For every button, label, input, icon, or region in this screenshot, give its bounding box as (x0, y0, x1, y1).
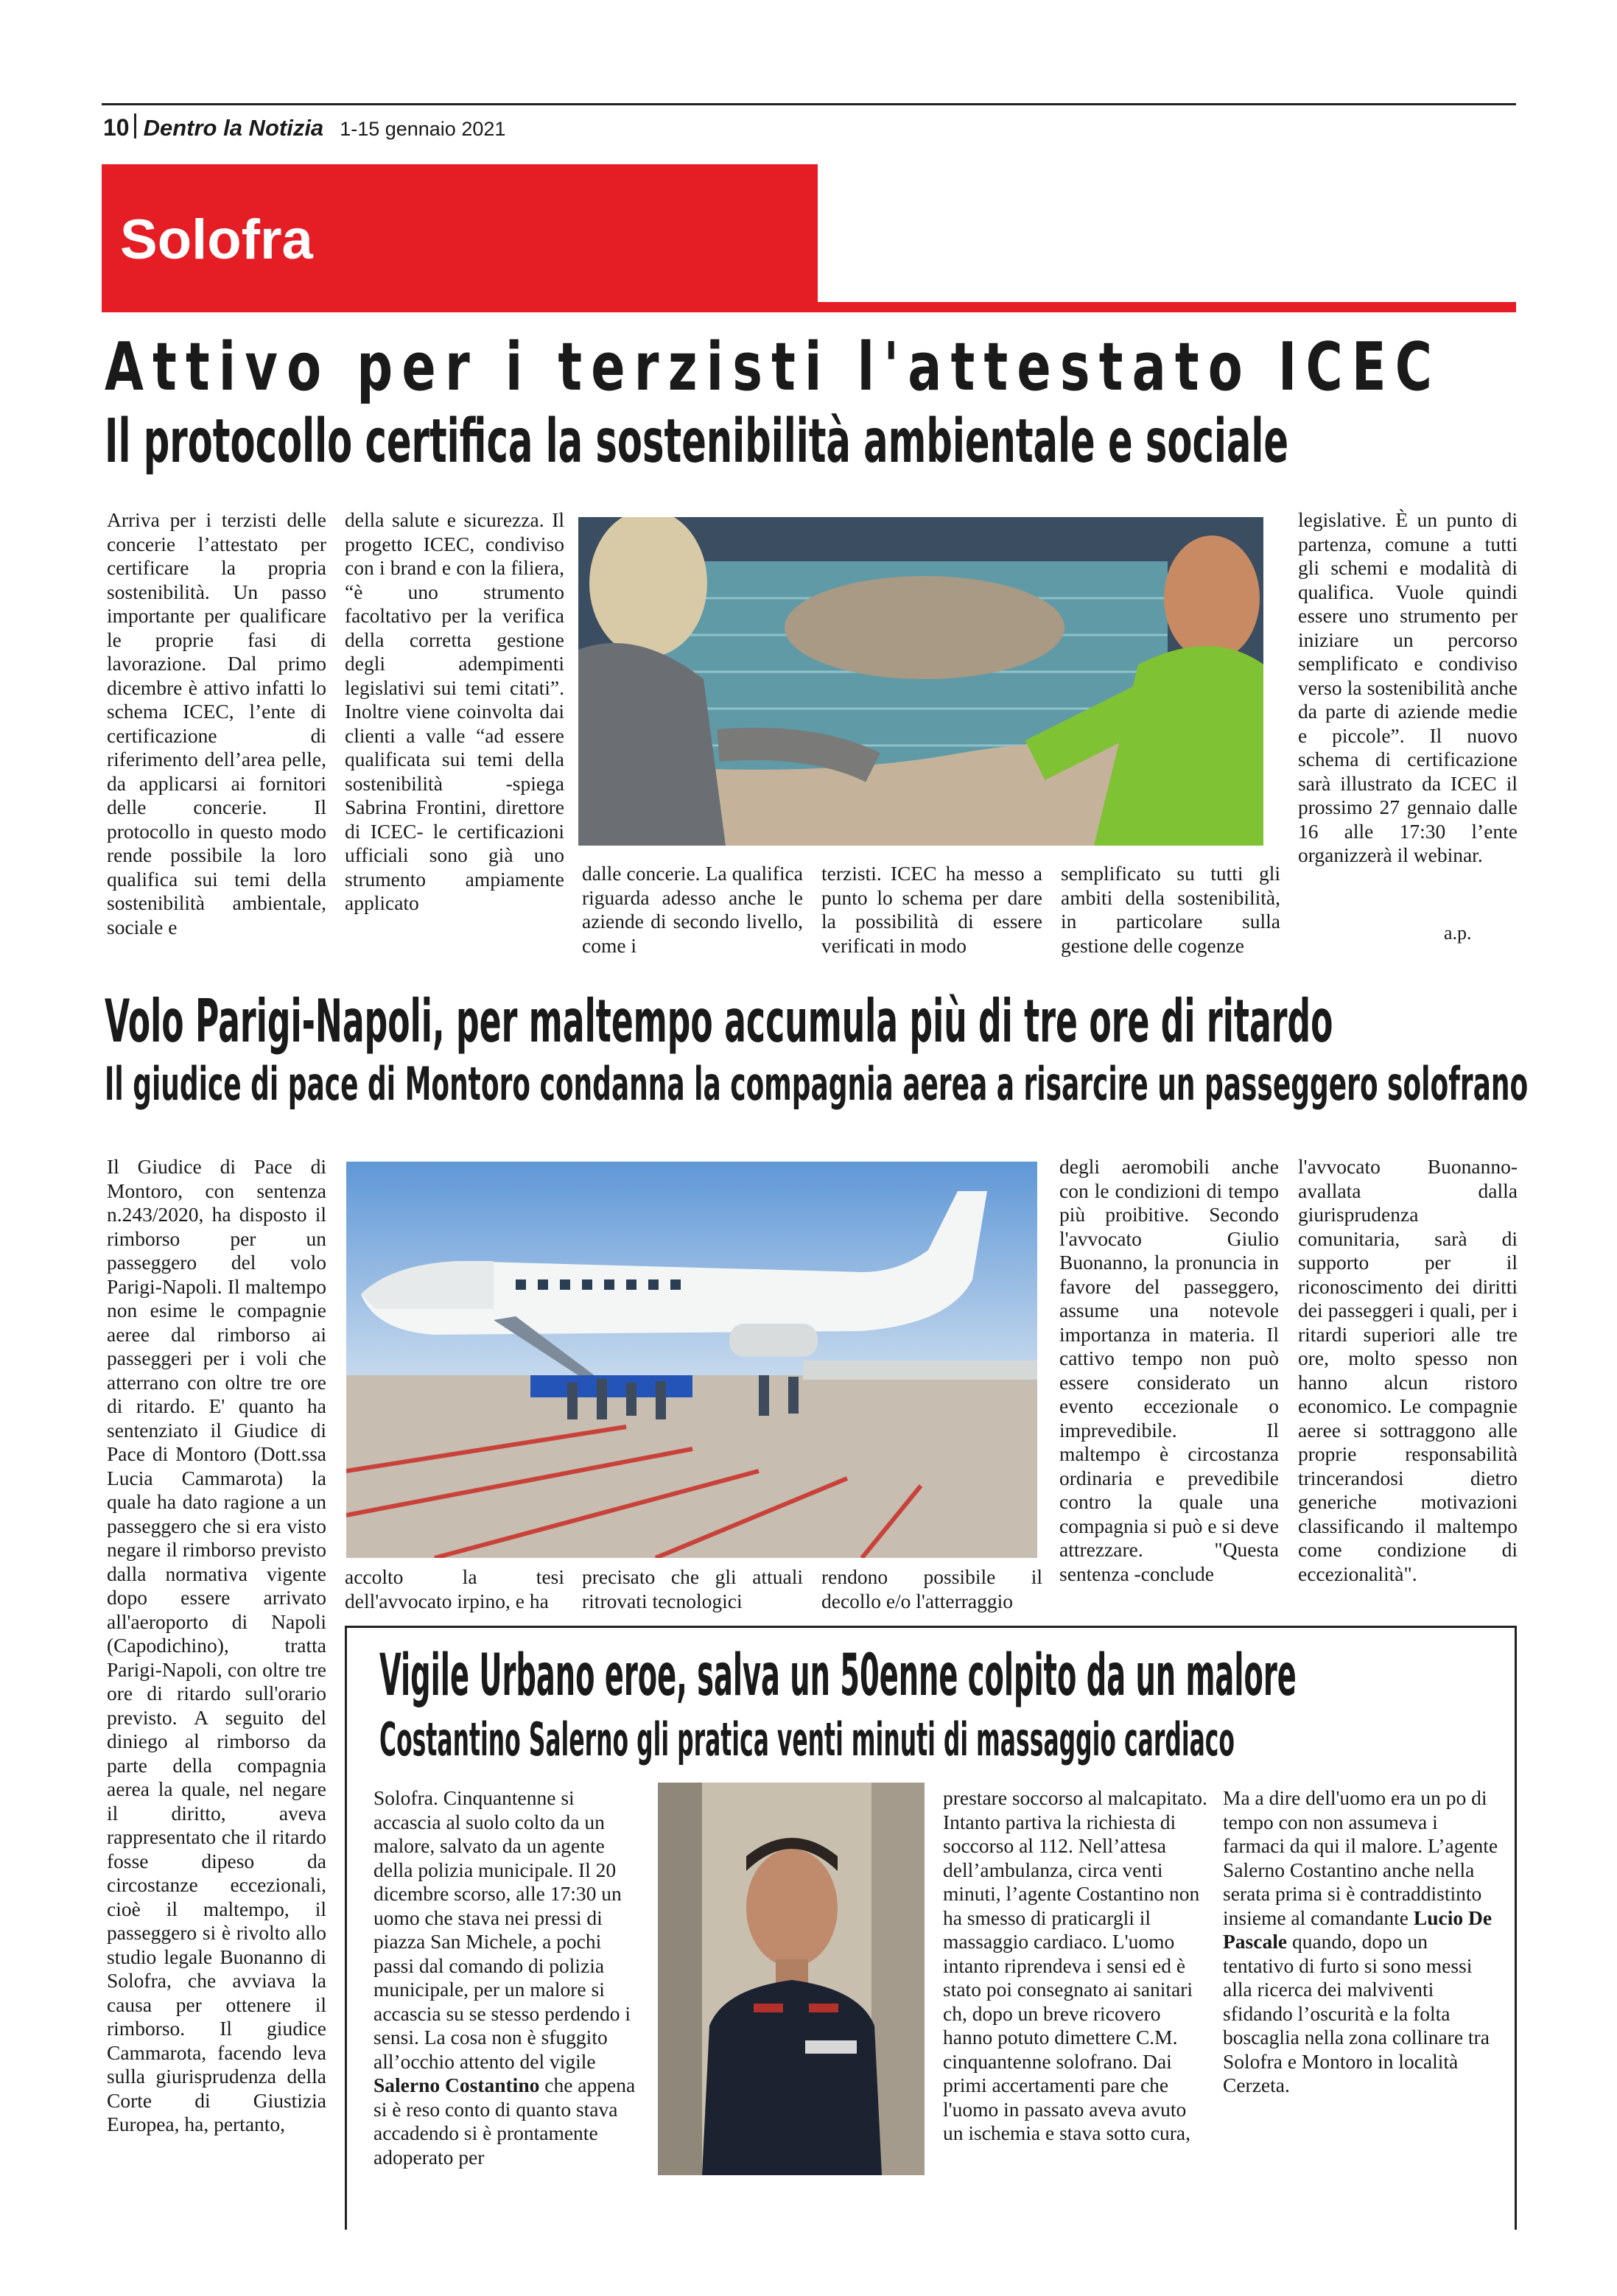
article3-title: Vigile Urbano eroe, salva un 50enne colpito da un malore (379, 1643, 1297, 1709)
article2-title: Volo Parigi-Napoli, per maltempo accumula più di tre ore di ritardo (105, 987, 1333, 1056)
page-header (103, 110, 505, 146)
article2-subtitle: Il giudice di pace di Montoro condanna la compagnia aerea a risarcire un passeggero solofrano (105, 1057, 1529, 1111)
article1-column-5: semplificato su tutti gli ambiti della sostenibilità, in particolare sulla gestione delle cogenze (1061, 862, 1280, 957)
issue-date: 1-15 gennaio 2021 (340, 118, 506, 140)
article2-column-1: Il Giudice di Pace di Montoro, con sentenza n.243/2020, ha disposto il rimborso per un passeggero del volo Parigi-Napoli. Il maltempo non esime le compagnie aeree dal rimborso ai passeggeri per i voli che atterrano con oltre tre ore di ritardo. E' quanto ha sentenziato il Giudice di Pace di Montoro (Dott.ssa Lucia Cammarota) la quale ha dato ragione a un passeggero che si era visto negare il rimborso previsto dalla normativa vigente dopo essere arrivato all'aeroporto di Napoli (Capodichino), tratta Parigi-Napoli, con oltre tre ore di ritardo sull'orario previsto. A seguito del diniego al rimborso da parte della compagnia aerea la quale, nel negare il diritto, aveva rappresentato che il ritardo fosse dipeso da circostanze eccezionali, cioè il maltempo, il passeggero si è rivolto allo studio legale Buonanno di Solofra, che avviava la causa per ottenere il rimborso. Il giudice Cammarota, facendo leva sulla giurisprudenza della Corte di Giustizia Europea, ha, pertanto, (107, 1155, 326, 2135)
article3-column-1: Solofra. Cinquantenne si accascia al suolo colto da un malore, salvato da un agente della polizia municipale. Il 20 dicembre scorso, alle 17:30 un uomo che stava nei pressi di piazza San Michele, a pochi passi dal comando di polizia municipale, per un malore si accascia su se stesso perdendo i sensi. La cosa non è sfuggito all’occhio attento del vigile Salerno Costantino che appena si è reso conto di quanto stava accadendo si è prontamente adoperato per (373, 1786, 636, 2169)
officer-portrait-illustration (658, 1783, 925, 2175)
article1-column-2: della salute e sicurezza. Il progetto ICEC, condiviso con i brand e con la filiera, “è uno strumento facoltativo per la verifica della corretta gestione degli adempimenti legislativi sui temi citati”. Inoltre viene coinvolta dai clienti a valle “ad essere qualificata sui temi della sostenibilità -spiega Sabrina Frontini, direttore di ICEC- le certificazioni ufficiali sono già uno strumento ampiamente applicato (345, 508, 564, 914)
article1-column-4: terzisti. ICEC ha messo a punto lo schema per dare la possibilità di essere verificati in modo (821, 862, 1042, 957)
article3-column-3: Ma a dire dell'uomo era un po di tempo con non assumeva i farmaci da qui il malore. L’agente Salerno Costantino anche nella serata prima si è contraddistinto insieme al comandante Lucio De Pascale quando, dopo un tentativo di furto si sono messi alla ricerca dei malviventi sfidando l’oscurità e la folta boscaglia nella zona collinare tra Solofra e Montoro in località Cerzeta. (1223, 1786, 1498, 2096)
article2-column-2: accolto la tesi dell'avvocato irpino, e ha (345, 1565, 564, 1612)
article1-subtitle: Il protocollo certifica la sostenibilità ambientale e sociale (105, 407, 1289, 477)
article1-title: Attivo per i terzisti l'attestato ICEC (105, 329, 1442, 406)
section-rule (102, 302, 1516, 312)
article2-column-4: rendono possibile il decollo e/o l'atterraggio (821, 1565, 1042, 1612)
airplane-photo-illustration (346, 1162, 1037, 1558)
article2-column-3: precisato che gli attuali ritrovati tecnologici (582, 1565, 803, 1612)
article1-signature: a.p. (1444, 922, 1472, 944)
header-divider (134, 113, 136, 138)
article1-column-1: Arriva per i terzisti delle concerie l’attestato per certificare la propria sostenibilità. Un passo importante per qualificare le proprie fasi di lavorazione. Dal primo dicembre è attivo infatti lo schema ICEC, l’ente di certificazione di riferimento dell’area pelle, da applicarsi ai fornitori delle concerie. Il protocollo in questo modo rende possibile la loro qualifica sui temi della sostenibilità ambientale, sociale e (107, 508, 326, 938)
page-number: 10 (103, 114, 130, 141)
article1-photo (578, 517, 1263, 846)
article3-column-2: prestare soccorso al malcapitato. Intanto partiva la richiesta di soccorso al 112. Nell’attesa dell’ambulanza, circa venti minuti, l’agente Costantino non ha smesso di praticargli il massaggio cardiaco. L'uomo intanto riprendeva i sensi ed è stato poi consegnato ai sanitari ch, dopo un breve ricovero hanno potuto dimettere C.M. cinquantenne solofrano. Dai primi accertamenti pare che l'uomo in passato aveva avuto un ischemia e stava sotto cura, (943, 1786, 1207, 2144)
article2-photo (346, 1162, 1037, 1558)
article3-photo (658, 1783, 925, 2175)
workers-photo-illustration (578, 517, 1263, 846)
article2-column-5: degli aeromobili anche con le condizioni di tempo più proibitive. Secondo l'avvocato Giulio Buonanno, la pronuncia in favore del passeggero, assume una notevole importanza in materia. Il cattivo tempo non può essere considerato un evento eccezionale o imprevedibile. Il maltempo è circostanza ordinaria e prevedibile contro la quale una compagnia si può e si deve attrezzare. "Questa sentenza -conclude (1059, 1155, 1279, 1585)
header-rule (102, 103, 1516, 105)
article2-column-6: l'avvocato Buonanno- avallata dalla giurisprudenza comunitaria, sarà di supporto per il riconoscimento dei diritti dei passeggeri i quali, per i ritardi superiori alle tre ore, molto spesso non hanno alcun ristoro economico. Le compagnie aeree si sottraggono alle proprie responsabilità trincerandosi dietro generiche motivazioni classificando il maltempo come condizione di eccezionalità". (1298, 1155, 1518, 1585)
name-highlight: Salerno Costantino (373, 2074, 540, 2096)
masthead: Dentro la Notizia (143, 115, 324, 141)
article1-column-6: legislative. È un punto di partenza, comune a tutti gli schemi e modalità di qualifica. Vuole quindi essere uno strumento per iniziare un percorso semplificato e condiviso verso la sostenibilità anche da parte di aziende medie e piccole”. Il nuovo schema di certificazione sarà illustrato da ICEC il prossimo 27 gennaio dalle 16 alle 17:30 l’ente organizzerà il webinar. (1298, 508, 1518, 866)
name-highlight: Lucio De Pascale (1223, 1906, 1493, 1953)
section-title: Solofra (120, 208, 313, 271)
article3-subtitle: Costantino Salerno gli pratica venti minuti di massaggio cardiaco (379, 1713, 1235, 1766)
article1-column-3: dalle concerie. La qualifica riguarda adesso anche le aziende di secondo livello, come i (582, 862, 803, 957)
